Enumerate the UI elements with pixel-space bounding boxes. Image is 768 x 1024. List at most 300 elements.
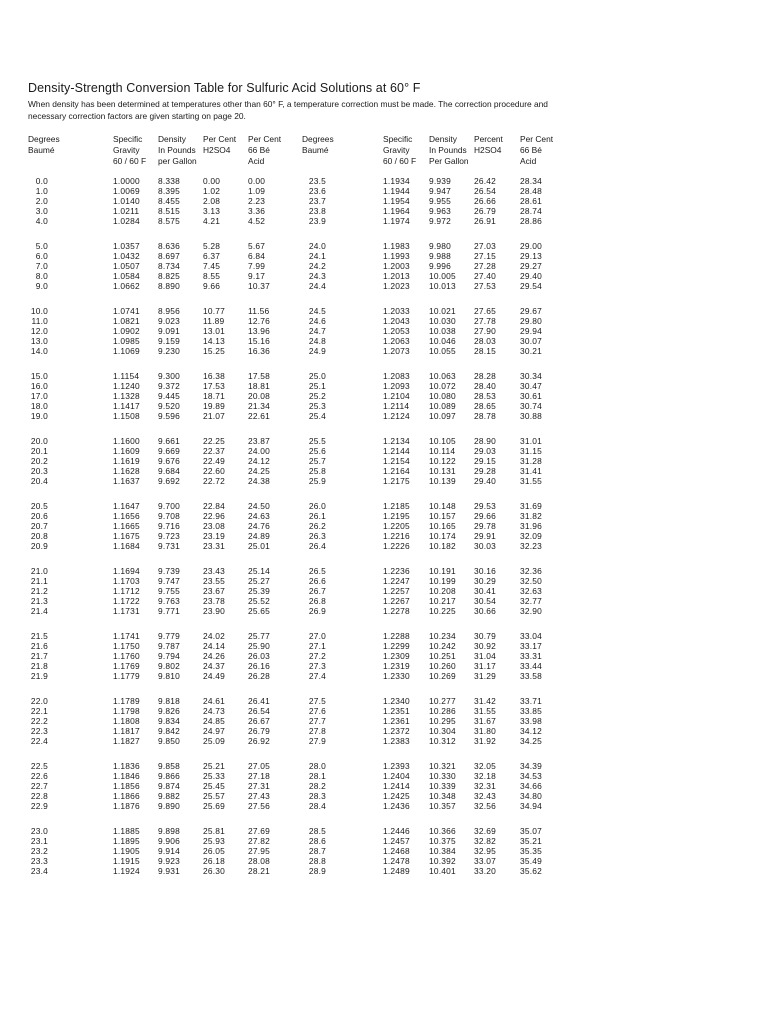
table-cell: 29.67: [520, 306, 542, 316]
table-cell: 24.49: [203, 671, 225, 681]
table-cell: 26.41: [248, 696, 270, 706]
table-cell: 10.330: [429, 771, 456, 781]
table-cell: 24.2: [308, 261, 326, 271]
table-cell: 24.37: [203, 661, 225, 671]
table-cell: 10.021: [429, 306, 456, 316]
header-line: Per Gallon: [429, 156, 469, 166]
table-cell: 8.395: [158, 186, 180, 196]
table-cell: 1.0902: [113, 326, 140, 336]
table-cell: 9.520: [158, 401, 180, 411]
table-cell: 1.2267: [383, 596, 410, 606]
column-baume-group: [302, 176, 326, 226]
column-percent-66-be-acid-group: [248, 436, 270, 486]
column-density-lb-gal-group: [158, 241, 180, 291]
table-cell: 1.2114: [383, 401, 410, 411]
header-line: Gravity: [383, 145, 410, 155]
table-cell: 1.1665: [113, 521, 140, 531]
table-cell: 34.66: [520, 781, 542, 791]
table-cell: 28.78: [474, 411, 496, 421]
table-cell: 10.055: [429, 346, 456, 356]
table-cell: 24.61: [203, 696, 225, 706]
table-cell: 1.1637: [113, 476, 140, 486]
header-line: H2SO4: [474, 145, 502, 155]
table-cell: 9.810: [158, 671, 180, 681]
column-percent-h2so4-group: [203, 566, 225, 616]
table-cell: 10.304: [429, 726, 456, 736]
table-cell: 1.0432: [113, 251, 140, 261]
table-cell: 9.723: [158, 531, 180, 541]
table-cell: 1.1600: [113, 436, 140, 446]
column-percent-h2so4-group: [474, 241, 496, 291]
table-cell: 9.955: [429, 196, 451, 206]
table-cell: 23.9: [308, 216, 326, 226]
column-density-lb-gal-group: [429, 241, 456, 291]
column-percent-66-be-acid-group: [248, 176, 265, 226]
table-cell: 22.2: [30, 716, 48, 726]
column-baume-group: [302, 501, 326, 551]
table-cell: 32.18: [474, 771, 496, 781]
table-cell: 10.208: [429, 586, 456, 596]
table-cell: 9.731: [158, 541, 180, 551]
column-percent-h2so4-group: [203, 176, 220, 226]
table-cell: 1.2154: [383, 456, 410, 466]
table-cell: 25.5: [308, 436, 326, 446]
table-cell: 28.1: [308, 771, 326, 781]
table-cell: 28.34: [520, 176, 542, 186]
table-cell: 9.445: [158, 391, 180, 401]
table-cell: 22.8: [30, 791, 48, 801]
table-cell: 24.63: [248, 511, 270, 521]
table-cell: 1.0985: [113, 336, 140, 346]
table-cell: 28.53: [474, 391, 496, 401]
table-cell: 23.0: [30, 826, 48, 836]
table-cell: 23.19: [203, 531, 225, 541]
table-cell: 31.41: [520, 466, 542, 476]
table-cell: 25.4: [308, 411, 326, 421]
table-cell: 9.858: [158, 761, 180, 771]
table-cell: 32.05: [474, 761, 496, 771]
table-cell: 1.1827: [113, 736, 140, 746]
column-percent-66-be-acid-group: [520, 826, 542, 876]
table-cell: 1.1895: [113, 836, 140, 846]
header-line: In Pounds: [158, 145, 196, 155]
table-cell: 33.04: [520, 631, 542, 641]
table-cell: 27.18: [248, 771, 270, 781]
table-cell: 8.890: [158, 281, 180, 291]
table-cell: 21.6: [30, 641, 48, 651]
table-cell: 31.67: [474, 716, 496, 726]
table-cell: 1.1885: [113, 826, 140, 836]
table-cell: 10.038: [429, 326, 456, 336]
table-cell: 22.72: [203, 476, 225, 486]
table-cell: 9.684: [158, 466, 180, 476]
table-cell: 31.80: [474, 726, 496, 736]
table-cell: 22.49: [203, 456, 225, 466]
table-cell: 21.7: [30, 651, 48, 661]
table-cell: 9.300: [158, 371, 180, 381]
table-cell: 9.17: [248, 271, 266, 281]
table-cell: 1.1628: [113, 466, 140, 476]
table-cell: 24.26: [203, 651, 225, 661]
column-specific-gravity-group: [383, 176, 410, 226]
table-cell: 1.2175: [383, 476, 410, 486]
table-cell: 26.03: [248, 651, 270, 661]
column-specific-gravity-group: [113, 176, 140, 226]
table-cell: 28.3: [308, 791, 326, 801]
table-cell: 26.54: [474, 186, 496, 196]
column-baume-group: [24, 501, 48, 551]
table-cell: 24.89: [248, 531, 270, 541]
table-cell: 9.914: [158, 846, 180, 856]
table-cell: 1.1712: [113, 586, 140, 596]
header-line: 66 Bé: [248, 145, 270, 155]
table-cell: 9.882: [158, 791, 180, 801]
table-cell: 17.58: [248, 371, 270, 381]
table-cell: 10.0: [30, 306, 48, 316]
table-cell: 10.401: [429, 866, 456, 876]
table-cell: 24.3: [308, 271, 326, 281]
table-cell: 1.2489: [383, 866, 410, 876]
table-cell: 25.27: [248, 576, 270, 586]
column-header-percent-66-be-acid: [248, 134, 281, 167]
column-baume-group: [24, 436, 48, 486]
table-cell: 32.63: [520, 586, 542, 596]
header-line: Specific: [113, 134, 143, 144]
table-cell: 10.030: [429, 316, 456, 326]
table-cell: 1.2226: [383, 541, 410, 551]
table-cell: 22.9: [30, 801, 48, 811]
table-cell: 27.5: [308, 696, 326, 706]
column-header-percent-h2so4: [474, 134, 503, 167]
column-percent-66-be-acid-group: [520, 566, 542, 616]
column-density-lb-gal-group: [158, 696, 180, 746]
table-cell: 1.2414: [383, 781, 410, 791]
table-cell: 1.2436: [383, 801, 410, 811]
table-cell: 16.38: [203, 371, 225, 381]
table-cell: 22.7: [30, 781, 48, 791]
table-cell: 10.080: [429, 391, 456, 401]
table-cell: 23.55: [203, 576, 225, 586]
column-percent-h2so4-group: [203, 306, 225, 356]
table-cell: 0.0: [35, 176, 48, 186]
table-cell: 22.0: [30, 696, 48, 706]
table-cell: 20.3: [30, 466, 48, 476]
header-line: Degrees: [302, 134, 334, 144]
table-cell: 26.92: [248, 736, 270, 746]
table-cell: 28.6: [308, 836, 326, 846]
column-percent-66-be-acid-group: [248, 371, 270, 421]
table-cell: 13.96: [248, 326, 270, 336]
column-percent-66-be-acid-group: [520, 241, 542, 291]
column-density-lb-gal-group: [158, 176, 180, 226]
table-cell: 23.3: [30, 856, 48, 866]
table-cell: 32.69: [474, 826, 496, 836]
table-cell: 30.34: [520, 371, 542, 381]
table-cell: 26.28: [248, 671, 270, 681]
table-cell: 1.1983: [383, 241, 410, 251]
table-cell: 27.15: [474, 251, 496, 261]
table-cell: 4.52: [248, 216, 266, 226]
table-cell: 25.39: [248, 586, 270, 596]
table-cell: 19.0: [30, 411, 48, 421]
table-cell: 20.5: [30, 501, 48, 511]
table-cell: 10.277: [429, 696, 456, 706]
table-cell: 9.947: [429, 186, 451, 196]
column-specific-gravity-group: [113, 761, 140, 811]
table-cell: 10.191: [429, 566, 456, 576]
table-cell: 29.94: [520, 326, 542, 336]
table-cell: 9.980: [429, 241, 451, 251]
table-cell: 1.2309: [383, 651, 410, 661]
table-cell: 11.56: [248, 306, 270, 316]
table-cell: 1.1789: [113, 696, 140, 706]
table-cell: 23.4: [30, 866, 48, 876]
table-cell: 32.36: [520, 566, 542, 576]
column-percent-66-be-acid-group: [248, 501, 270, 551]
table-cell: 22.5: [30, 761, 48, 771]
table-cell: 9.230: [158, 346, 180, 356]
table-cell: 28.86: [520, 216, 542, 226]
table-cell: 10.251: [429, 651, 456, 661]
column-percent-66-be-acid-group: [520, 371, 542, 421]
table-cell: 21.1: [30, 576, 48, 586]
table-cell: 23.5: [308, 176, 326, 186]
table-cell: 20.0: [30, 436, 48, 446]
table-cell: 1.2478: [383, 856, 410, 866]
table-cell: 27.4: [308, 671, 326, 681]
column-density-lb-gal-group: [158, 826, 180, 876]
table-cell: 10.269: [429, 671, 456, 681]
table-cell: 10.348: [429, 791, 456, 801]
table-cell: 31.01: [520, 436, 542, 446]
table-cell: 8.575: [158, 216, 180, 226]
header-line: Specific: [383, 134, 413, 144]
table-cell: 21.07: [203, 411, 225, 421]
table-cell: 1.1915: [113, 856, 140, 866]
table-cell: 22.84: [203, 501, 225, 511]
table-cell: 24.85: [203, 716, 225, 726]
table-cell: 20.1: [30, 446, 48, 456]
table-cell: 1.2033: [383, 306, 410, 316]
column-header-baume: [302, 134, 334, 167]
table-cell: 9.996: [429, 261, 451, 271]
table-cell: 12.76: [248, 316, 270, 326]
table-cell: 26.6: [308, 576, 326, 586]
table-cell: 30.66: [474, 606, 496, 616]
column-percent-66-be-acid-group: [248, 566, 270, 616]
table-cell: 27.56: [248, 801, 270, 811]
table-cell: 1.1993: [383, 251, 410, 261]
column-density-lb-gal-group: [158, 631, 180, 681]
column-percent-66-be-acid-group: [248, 241, 270, 291]
table-cell: 29.03: [474, 446, 496, 456]
table-cell: 35.62: [520, 866, 542, 876]
column-density-lb-gal-group: [429, 501, 456, 551]
table-cell: 2.23: [248, 196, 266, 206]
table-cell: 9.802: [158, 661, 180, 671]
column-header-baume: [28, 134, 60, 167]
table-cell: 0.00: [248, 176, 266, 186]
table-cell: 28.61: [520, 196, 542, 206]
column-header-specific-gravity: [113, 134, 146, 167]
table-cell: 22.96: [203, 511, 225, 521]
column-percent-h2so4-group: [474, 176, 496, 226]
column-baume-group: [302, 371, 326, 421]
table-cell: 1.1856: [113, 781, 140, 791]
table-cell: 27.65: [474, 306, 496, 316]
table-cell: 28.4: [308, 801, 326, 811]
table-cell: 27.0: [308, 631, 326, 641]
table-cell: 1.2340: [383, 696, 410, 706]
column-baume-group: [302, 306, 326, 356]
table-cell: 1.2063: [383, 336, 410, 346]
table-cell: 25.65: [248, 606, 270, 616]
table-cell: 26.67: [248, 716, 270, 726]
table-cell: 26.66: [474, 196, 496, 206]
table-cell: 29.13: [520, 251, 542, 261]
table-cell: 1.2185: [383, 501, 410, 511]
table-cell: 1.2073: [383, 346, 410, 356]
table-cell: 22.60: [203, 466, 225, 476]
table-cell: 20.7: [30, 521, 48, 531]
table-cell: 21.4: [30, 606, 48, 616]
table-cell: 24.12: [248, 456, 270, 466]
table-cell: 28.2: [308, 781, 326, 791]
table-cell: 29.78: [474, 521, 496, 531]
header-line: In Pounds: [429, 145, 467, 155]
table-cell: 1.2083: [383, 371, 410, 381]
table-cell: 27.78: [474, 316, 496, 326]
table-cell: 9.023: [158, 316, 180, 326]
table-cell: 22.61: [248, 411, 270, 421]
table-cell: 8.0: [35, 271, 48, 281]
table-cell: 5.0: [35, 241, 48, 251]
table-cell: 26.0: [308, 501, 326, 511]
table-cell: 1.2144: [383, 446, 410, 456]
table-cell: 10.148: [429, 501, 456, 511]
table-cell: 10.063: [429, 371, 456, 381]
table-cell: 32.31: [474, 781, 496, 791]
table-cell: 31.55: [474, 706, 496, 716]
table-cell: 23.8: [308, 206, 326, 216]
table-cell: 8.956: [158, 306, 180, 316]
header-line: Gravity: [113, 145, 140, 155]
column-percent-h2so4-group: [474, 566, 496, 616]
column-header-percent-h2so4: [203, 134, 236, 167]
table-cell: 27.28: [474, 261, 496, 271]
table-cell: 24.1: [308, 251, 326, 261]
column-baume-group: [24, 241, 48, 291]
table-cell: 26.1: [308, 511, 326, 521]
table-cell: 28.08: [248, 856, 270, 866]
table-cell: 1.2383: [383, 736, 410, 746]
table-cell: 32.23: [520, 541, 542, 551]
table-cell: 25.2: [308, 391, 326, 401]
column-baume-group: [302, 436, 326, 486]
table-cell: 1.2457: [383, 836, 410, 846]
table-cell: 15.0: [30, 371, 48, 381]
table-cell: 1.1328: [113, 391, 140, 401]
column-specific-gravity-group: [383, 501, 410, 551]
table-cell: 24.14: [203, 641, 225, 651]
table-cell: 9.818: [158, 696, 180, 706]
table-cell: 24.4: [308, 281, 326, 291]
table-cell: 34.25: [520, 736, 542, 746]
table-cell: 1.1619: [113, 456, 140, 466]
column-specific-gravity-group: [113, 631, 140, 681]
table-cell: 1.2093: [383, 381, 410, 391]
table-cell: 5.67: [248, 241, 266, 251]
header-line: [28, 156, 60, 167]
column-specific-gravity-group: [113, 696, 140, 746]
table-cell: 9.676: [158, 456, 180, 466]
table-cell: 1.2446: [383, 826, 410, 836]
column-specific-gravity-group: [383, 241, 410, 291]
table-cell: 28.65: [474, 401, 496, 411]
header-line: per Gallon: [158, 156, 197, 166]
table-cell: 9.874: [158, 781, 180, 791]
table-cell: 8.636: [158, 241, 180, 251]
table-cell: 6.0: [35, 251, 48, 261]
column-specific-gravity-group: [113, 826, 140, 876]
table-cell: 1.0507: [113, 261, 140, 271]
table-cell: 1.0140: [113, 196, 140, 206]
table-cell: 27.31: [248, 781, 270, 791]
table-cell: 25.57: [203, 791, 225, 801]
table-cell: 23.87: [248, 436, 270, 446]
table-cell: 24.25: [248, 466, 270, 476]
table-cell: 1.0584: [113, 271, 140, 281]
table-cell: 10.321: [429, 761, 456, 771]
table-cell: 1.1417: [113, 401, 140, 411]
table-cell: 30.61: [520, 391, 542, 401]
table-cell: 29.91: [474, 531, 496, 541]
table-cell: 26.91: [474, 216, 496, 226]
table-cell: 26.16: [248, 661, 270, 671]
table-cell: 10.366: [429, 826, 456, 836]
column-density-lb-gal-group: [158, 371, 180, 421]
table-cell: 33.71: [520, 696, 542, 706]
table-cell: 1.2104: [383, 391, 410, 401]
column-percent-h2so4-group: [474, 371, 496, 421]
header-line: 60 / 60 F: [383, 156, 417, 166]
table-cell: 25.3: [308, 401, 326, 411]
table-cell: 9.779: [158, 631, 180, 641]
table-cell: 32.77: [520, 596, 542, 606]
table-cell: 9.906: [158, 836, 180, 846]
table-cell: 10.089: [429, 401, 456, 411]
table-cell: 1.2043: [383, 316, 410, 326]
table-cell: 23.67: [203, 586, 225, 596]
header-line: Per Cent: [203, 134, 237, 144]
table-cell: 30.16: [474, 566, 496, 576]
table-cell: 1.1154: [113, 371, 140, 381]
table-cell: 1.1675: [113, 531, 140, 541]
header-line: Per Cent: [520, 134, 554, 144]
column-percent-66-be-acid-group: [520, 631, 542, 681]
table-cell: 22.6: [30, 771, 48, 781]
table-cell: 29.15: [474, 456, 496, 466]
table-cell: 10.174: [429, 531, 456, 541]
table-cell: 1.1508: [113, 411, 140, 421]
table-cell: 28.5: [308, 826, 326, 836]
column-percent-h2so4-group: [203, 501, 225, 551]
table-cell: 27.7: [308, 716, 326, 726]
table-cell: 10.37: [248, 281, 270, 291]
table-cell: 25.77: [248, 631, 270, 641]
table-cell: 10.384: [429, 846, 456, 856]
table-cell: 10.242: [429, 641, 456, 651]
